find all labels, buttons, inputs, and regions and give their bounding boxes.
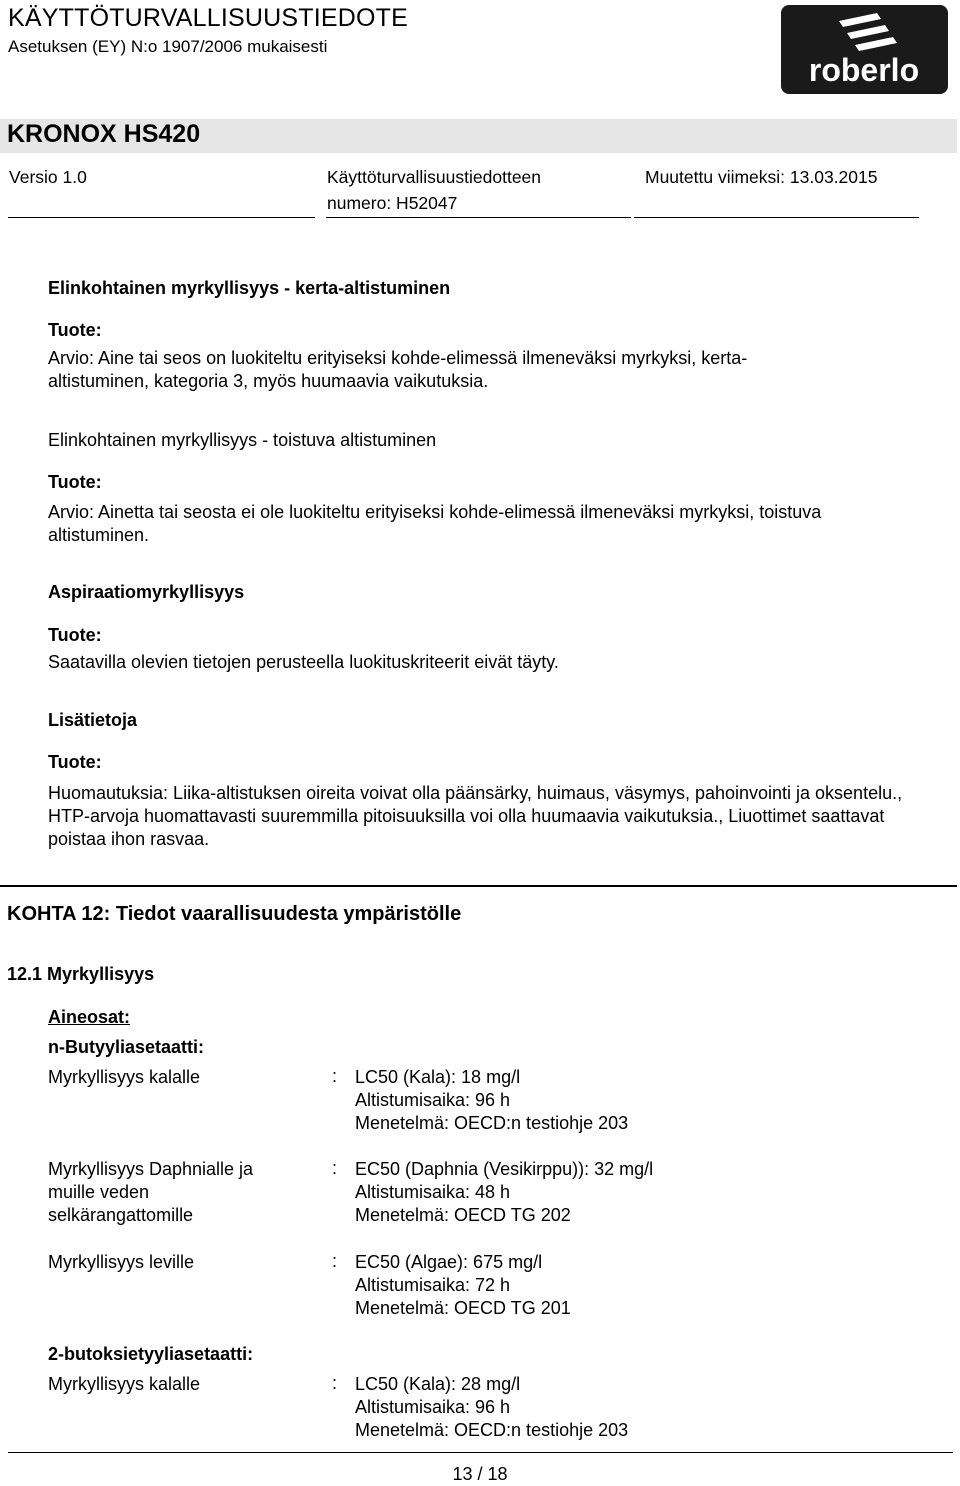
block-label: Tuote: bbox=[48, 625, 102, 645]
section-title: KOHTA 12: Tiedot vaarallisuudesta ympäristölle bbox=[7, 903, 462, 925]
block-heading: Lisätietoja bbox=[48, 710, 138, 730]
value-line: Altistumisaika: 48 h bbox=[355, 1182, 511, 1202]
block-text: Arvio: Aine tai seos on luokiteltu erityiseksi kohde-elimessä ilmeneväksi myrkyksi, kerta-altistuminen, kategoria 3, myös huumaavia vaikutuksia. bbox=[48, 348, 748, 391]
colon: : bbox=[332, 1158, 338, 1178]
block-label: Tuote: bbox=[48, 752, 102, 772]
header-divider bbox=[634, 217, 919, 218]
value-line: EC50 (Algae): 675 mg/l bbox=[355, 1252, 543, 1272]
colon: : bbox=[332, 1373, 338, 1393]
footer-divider bbox=[8, 1452, 953, 1453]
ingredients-label: Aineosat: bbox=[48, 1007, 131, 1027]
colon: : bbox=[332, 1251, 338, 1271]
value-line: EC50 (Daphnia (Vesikirppu)): 32 mg/l bbox=[355, 1159, 654, 1179]
header-divider bbox=[8, 217, 315, 218]
property-values bbox=[355, 1066, 628, 1135]
property-values bbox=[355, 1251, 571, 1320]
colon: : bbox=[332, 1066, 338, 1086]
value-line: Menetelmä: OECD TG 201 bbox=[355, 1298, 571, 1318]
logo-text: roberlo bbox=[808, 52, 920, 88]
property-values bbox=[355, 1373, 628, 1442]
property-label: Myrkyllisyys Daphnialle ja muille veden selkärangattomille bbox=[48, 1159, 254, 1225]
header-divider bbox=[326, 217, 631, 218]
property-values bbox=[355, 1158, 653, 1227]
block-heading: Elinkohtainen myrkyllisyys - toistuva altistuminen bbox=[48, 430, 437, 450]
document-subtitle: Asetuksen (EY) N:o 1907/2006 mukaisesti bbox=[8, 37, 328, 56]
property-label: Myrkyllisyys kalalle bbox=[48, 1374, 201, 1394]
property-label: Myrkyllisyys kalalle bbox=[48, 1067, 201, 1087]
substance-name: n-Butyyliasetaatti: bbox=[48, 1037, 205, 1057]
block-heading: Aspiraatiomyrkyllisyys bbox=[48, 582, 245, 602]
version: Versio 1.0 bbox=[9, 167, 87, 187]
value-line: Menetelmä: OECD TG 202 bbox=[355, 1205, 571, 1225]
value-line: Altistumisaika: 72 h bbox=[355, 1275, 511, 1295]
product-name: KRONOX HS420 bbox=[7, 120, 201, 148]
sds-number: numero: H52047 bbox=[327, 193, 458, 213]
subsection-title: 12.1 Myrkyllisyys bbox=[7, 964, 155, 984]
block-label: Tuote: bbox=[48, 320, 102, 340]
property-label: Myrkyllisyys leville bbox=[48, 1252, 195, 1272]
block-text: Huomautuksia: Liika-altistuksen oireita voivat olla päänsärky, huimaus, väsymys, pahoinvointi ja oksentelu., HTP-arvoja huomattavasti suuremmilla pitoisuuksilla voi olla huumaavia vaikutuksia., Liuottimet saattavat poistaa ihon rasvaa. bbox=[48, 783, 903, 849]
last-modified: Muutettu viimeksi: 13.03.2015 bbox=[645, 167, 878, 187]
value-line: Menetelmä: OECD:n testiohje 203 bbox=[355, 1420, 629, 1440]
substance-name: 2-butoksietyyliasetaatti: bbox=[48, 1344, 254, 1364]
section-divider bbox=[0, 885, 957, 887]
value-line: LC50 (Kala): 28 mg/l bbox=[355, 1374, 521, 1394]
block-label: Tuote: bbox=[48, 472, 102, 492]
block-text: Saatavilla olevien tietojen perusteella luokituskriteerit eivät täyty. bbox=[48, 652, 559, 672]
value-line: Altistumisaika: 96 h bbox=[355, 1397, 511, 1417]
roberlo-logo bbox=[781, 5, 948, 94]
block-text: Arvio: Ainetta tai seosta ei ole luokiteltu erityiseksi kohde-elimessä ilmeneväksi myrkyksi, toistuva altistuminen. bbox=[48, 502, 822, 545]
page-number: 13 / 18 bbox=[452, 1464, 508, 1484]
block-heading: Elinkohtainen myrkyllisyys - kerta-altistuminen bbox=[48, 278, 451, 298]
value-line: Menetelmä: OECD:n testiohje 203 bbox=[355, 1113, 629, 1133]
value-line: LC50 (Kala): 18 mg/l bbox=[355, 1067, 521, 1087]
sds-label: Käyttöturvallisuustiedotteen bbox=[327, 167, 542, 187]
value-line: Altistumisaika: 96 h bbox=[355, 1090, 511, 1110]
document-title: KÄYTTÖTURVALLISUUSTIEDOTE bbox=[8, 4, 408, 32]
